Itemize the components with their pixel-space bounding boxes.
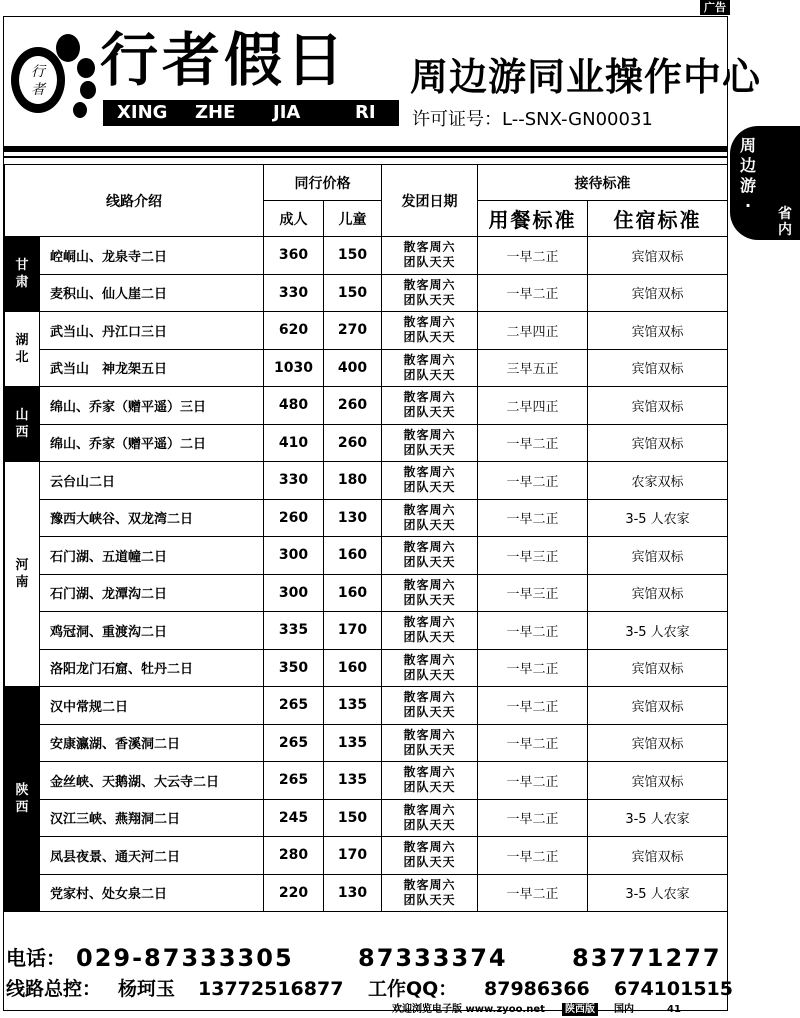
phone-number: 029-87333305 (76, 944, 294, 972)
section-tab-char: 周 (739, 136, 756, 155)
slogan: 周边游同业操作中心 (410, 55, 762, 99)
departure-line: 团队天天 (403, 855, 456, 870)
meal-standard: 二早四正 (478, 312, 588, 350)
header-lodging: 住宿标准 (588, 201, 728, 237)
route-name: 汉江三峡、燕翔洞二日 (40, 799, 264, 837)
section-tab-char: 省 (778, 206, 792, 222)
departure-line: 团队天天 (403, 367, 456, 382)
departure-line: 散客周六 (403, 277, 456, 292)
route-name: 绵山、乔家（赠平遥）二日 (40, 424, 264, 462)
region-char: 南 (15, 575, 29, 590)
child-price: 150 (324, 799, 382, 837)
departure-dates (382, 874, 478, 912)
departure-dates (382, 349, 478, 387)
route-name: 党家村、处女泉二日 (40, 874, 264, 912)
child-price: 270 (324, 312, 382, 350)
adult-price: 410 (264, 424, 324, 462)
footer-section: 国内 (614, 1004, 634, 1015)
lodging-standard: 宾馆双标 (588, 687, 728, 725)
departure-line: 团队天天 (403, 555, 456, 570)
departure-line: 团队天天 (403, 780, 456, 795)
child-price: 135 (324, 687, 382, 725)
adult-price: 260 (264, 499, 324, 537)
manager-name: 杨珂玉 (118, 978, 176, 1000)
route-name: 金丝峡、天鹅湖、大云寺二日 (40, 762, 264, 800)
departure-dates (382, 537, 478, 575)
route-name: 豫西大峡谷、双龙湾二日 (40, 499, 264, 537)
region-cell (5, 312, 40, 387)
child-price: 130 (324, 499, 382, 537)
region-char: 西 (15, 800, 29, 815)
table-row (5, 424, 728, 462)
route-name: 石门湖、龙潭沟二日 (40, 574, 264, 612)
table-row (5, 274, 728, 312)
route-name: 麦积山、仙人崖二日 (40, 274, 264, 312)
meal-standard: 一早二正 (478, 799, 588, 837)
table-row (5, 687, 728, 725)
route-name: 鸡冠洞、重渡沟二日 (40, 612, 264, 650)
departure-dates (382, 499, 478, 537)
section-tab (730, 126, 800, 240)
meal-standard: 一早二正 (478, 724, 588, 762)
brand-en-word: RI (355, 102, 376, 123)
license-number: 许可证号：L--SNX-GN00031 (412, 109, 653, 130)
route-name: 洛阳龙门石窟、牡丹二日 (40, 649, 264, 687)
adult-price: 1030 (264, 349, 324, 387)
adult-price: 280 (264, 837, 324, 875)
header-child: 儿童 (324, 201, 382, 237)
adult-price: 300 (264, 537, 324, 575)
region-char: 山 (15, 408, 29, 423)
lodging-standard: 宾馆双标 (588, 649, 728, 687)
table-row (5, 799, 728, 837)
lodging-standard: 农家双标 (588, 462, 728, 500)
phone-number: 83771277 (572, 944, 722, 972)
departure-line: 团队天天 (403, 630, 456, 645)
adult-price: 265 (264, 724, 324, 762)
departure-dates (382, 387, 478, 425)
departure-dates (382, 649, 478, 687)
child-price: 170 (324, 612, 382, 650)
page-number: 41 (667, 1004, 681, 1015)
brand-name-cn: 行者假日 (100, 26, 349, 94)
departure-line: 团队天天 (403, 255, 456, 270)
meal-standard: 一早二正 (478, 462, 588, 500)
meal-standard: 一早二正 (478, 687, 588, 725)
child-price: 180 (324, 462, 382, 500)
svg-text:行: 行 (31, 64, 45, 80)
adult-price: 480 (264, 387, 324, 425)
table-row (5, 574, 728, 612)
departure-line: 散客周六 (403, 877, 456, 892)
departure-line: 团队天天 (403, 292, 456, 307)
departure-dates (382, 612, 478, 650)
child-price: 160 (324, 574, 382, 612)
child-price: 160 (324, 649, 382, 687)
departure-dates (382, 724, 478, 762)
region-cell (5, 387, 40, 462)
departure-line: 团队天天 (403, 330, 456, 345)
departure-line: 散客周六 (403, 502, 456, 517)
route-name: 安康瀛湖、香溪洞二日 (40, 724, 264, 762)
table-row (5, 612, 728, 650)
meal-standard: 一早二正 (478, 499, 588, 537)
route-name: 云台山二日 (40, 462, 264, 500)
header-price: 同行价格 (264, 165, 382, 201)
footer-strip (392, 1003, 728, 1016)
departure-dates (382, 237, 478, 275)
meal-standard: 一早三正 (478, 574, 588, 612)
departure-line: 散客周六 (403, 765, 456, 780)
departure-line: 散客周六 (403, 802, 456, 817)
region-char: 肃 (15, 275, 29, 290)
lodging-standard: 3-5 人农家 (588, 799, 728, 837)
route-name: 武当山 神龙架五日 (40, 349, 264, 387)
table-row (5, 387, 728, 425)
meal-standard: 一早二正 (478, 762, 588, 800)
brand-name-en (103, 100, 399, 126)
departure-line: 团队天天 (403, 592, 456, 607)
brand-en-word: JIA (273, 102, 301, 123)
departure-dates (382, 274, 478, 312)
departure-dates (382, 462, 478, 500)
child-price: 160 (324, 537, 382, 575)
departure-line: 散客周六 (403, 652, 456, 667)
departure-line: 散客周六 (403, 577, 456, 592)
adult-price: 620 (264, 312, 324, 350)
adult-price: 245 (264, 799, 324, 837)
meal-standard: 一早二正 (478, 837, 588, 875)
departure-dates (382, 799, 478, 837)
child-price: 150 (324, 274, 382, 312)
table-row (5, 724, 728, 762)
adult-price: 330 (264, 462, 324, 500)
departure-dates (382, 312, 478, 350)
departure-line: 散客周六 (403, 427, 456, 442)
lodging-standard: 宾馆双标 (588, 349, 728, 387)
manager-mobile: 13772516877 (198, 978, 344, 1000)
meal-standard: 一早二正 (478, 424, 588, 462)
qq-number: 87986366 (484, 978, 590, 1000)
adult-price: 335 (264, 612, 324, 650)
adult-price: 300 (264, 574, 324, 612)
section-tab-char: 边 (739, 156, 756, 175)
child-price: 150 (324, 237, 382, 275)
header-adult: 成人 (264, 201, 324, 237)
svg-text:者: 者 (31, 82, 45, 98)
region-cell (5, 462, 40, 687)
table-row (5, 649, 728, 687)
phone-label: 电话： (6, 946, 66, 970)
table-body (5, 237, 728, 912)
departure-line: 散客周六 (403, 240, 456, 255)
meal-standard: 一早二正 (478, 237, 588, 275)
route-name: 武当山、丹江口三日 (40, 312, 264, 350)
meal-standard: 一早二正 (478, 274, 588, 312)
lodging-standard: 宾馆双标 (588, 537, 728, 575)
adult-price: 265 (264, 687, 324, 725)
meal-standard: 一早二正 (478, 649, 588, 687)
departure-line: 团队天天 (403, 742, 456, 757)
adult-price: 265 (264, 762, 324, 800)
route-name: 凤县夜景、通天河二日 (40, 837, 264, 875)
table-row (5, 462, 728, 500)
departure-line: 散客周六 (403, 315, 456, 330)
departure-line: 团队天天 (403, 480, 456, 495)
route-name: 汉中常规二日 (40, 687, 264, 725)
region-char: 西 (15, 425, 29, 440)
departure-line: 团队天天 (403, 705, 456, 720)
departure-dates (382, 574, 478, 612)
lodging-standard: 宾馆双标 (588, 312, 728, 350)
header-standard: 接待标准 (478, 165, 728, 201)
departure-line: 团队天天 (403, 892, 456, 907)
footer-site: 欢迎浏览电子版 www.zyoo.net (392, 1004, 545, 1015)
departure-line: 散客周六 (403, 540, 456, 555)
lodging-standard: 3-5 人农家 (588, 499, 728, 537)
section-tab-char: 内 (778, 222, 792, 238)
table-row (5, 537, 728, 575)
lodging-standard: 宾馆双标 (588, 274, 728, 312)
lodging-standard: 宾馆双标 (588, 724, 728, 762)
adult-price: 330 (264, 274, 324, 312)
header-divider (4, 156, 727, 158)
header-meal: 用餐标准 (478, 201, 588, 237)
departure-line: 散客周六 (403, 615, 456, 630)
meal-standard: 一早三正 (478, 537, 588, 575)
departure-line: 散客周六 (403, 727, 456, 742)
section-tab-char: · (744, 196, 752, 215)
route-name: 崆峒山、龙泉寺二日 (40, 237, 264, 275)
meal-standard: 一早二正 (478, 874, 588, 912)
departure-line: 散客周六 (403, 352, 456, 367)
route-price-table (4, 164, 728, 912)
phone-line (6, 942, 728, 974)
table-row (5, 349, 728, 387)
departure-line: 团队天天 (403, 442, 456, 457)
region-char: 甘 (15, 258, 29, 273)
adult-price: 360 (264, 237, 324, 275)
table-row (5, 874, 728, 912)
lodging-standard: 3-5 人农家 (588, 874, 728, 912)
brand-en-word: XING (117, 102, 168, 123)
section-tab-char: 游 (739, 176, 756, 195)
departure-line: 团队天天 (403, 817, 456, 832)
meal-standard: 二早四正 (478, 387, 588, 425)
child-price: 135 (324, 724, 382, 762)
lodging-standard: 宾馆双标 (588, 387, 728, 425)
brand-en-word: ZHE (195, 102, 236, 123)
header-route: 线路介绍 (5, 165, 264, 237)
child-price: 135 (324, 762, 382, 800)
departure-line: 散客周六 (403, 840, 456, 855)
lodging-standard: 宾馆双标 (588, 837, 728, 875)
child-price: 260 (324, 424, 382, 462)
table-row (5, 312, 728, 350)
region-char: 河 (15, 558, 29, 573)
child-price: 400 (324, 349, 382, 387)
departure-line: 团队天天 (403, 405, 456, 420)
table-row (5, 237, 728, 275)
departure-dates (382, 687, 478, 725)
departure-dates (382, 837, 478, 875)
departure-line: 团队天天 (403, 517, 456, 532)
departure-line: 团队天天 (403, 667, 456, 682)
meal-standard: 三早五正 (478, 349, 588, 387)
manager-label: 线路总控： (6, 978, 102, 1000)
footprint-logo-icon (8, 28, 100, 128)
region-cell (5, 687, 40, 912)
lodging-standard: 3-5 人农家 (588, 612, 728, 650)
departure-line: 散客周六 (403, 390, 456, 405)
meal-standard: 一早二正 (478, 612, 588, 650)
adult-price: 350 (264, 649, 324, 687)
header-departure: 发团日期 (382, 165, 478, 237)
phone-number: 87333374 (358, 944, 508, 972)
manager-line (6, 974, 733, 1004)
departure-line: 散客周六 (403, 465, 456, 480)
route-name: 绵山、乔家（赠平遥）三日 (40, 387, 264, 425)
region-char: 湖 (15, 333, 29, 348)
region-char: 陕 (15, 783, 29, 798)
departure-dates (382, 424, 478, 462)
departure-dates (382, 762, 478, 800)
child-price: 260 (324, 387, 382, 425)
ad-tag: 广告 (700, 0, 730, 15)
route-name: 石门湖、五道幢二日 (40, 537, 264, 575)
adult-price: 220 (264, 874, 324, 912)
header-divider (4, 146, 727, 152)
qq-number: 674101515 (614, 978, 733, 1000)
lodging-standard: 宾馆双标 (588, 762, 728, 800)
lodging-standard: 宾馆双标 (588, 574, 728, 612)
child-price: 130 (324, 874, 382, 912)
table-row (5, 837, 728, 875)
lodging-standard: 宾馆双标 (588, 424, 728, 462)
table-row (5, 499, 728, 537)
footer-edition: 陕西版 (562, 1003, 598, 1016)
region-cell (5, 237, 40, 312)
qq-label: 工作QQ： (368, 978, 458, 1000)
departure-line: 散客周六 (403, 690, 456, 705)
lodging-standard: 宾馆双标 (588, 237, 728, 275)
table-row (5, 762, 728, 800)
child-price: 170 (324, 837, 382, 875)
region-char: 北 (15, 350, 29, 365)
